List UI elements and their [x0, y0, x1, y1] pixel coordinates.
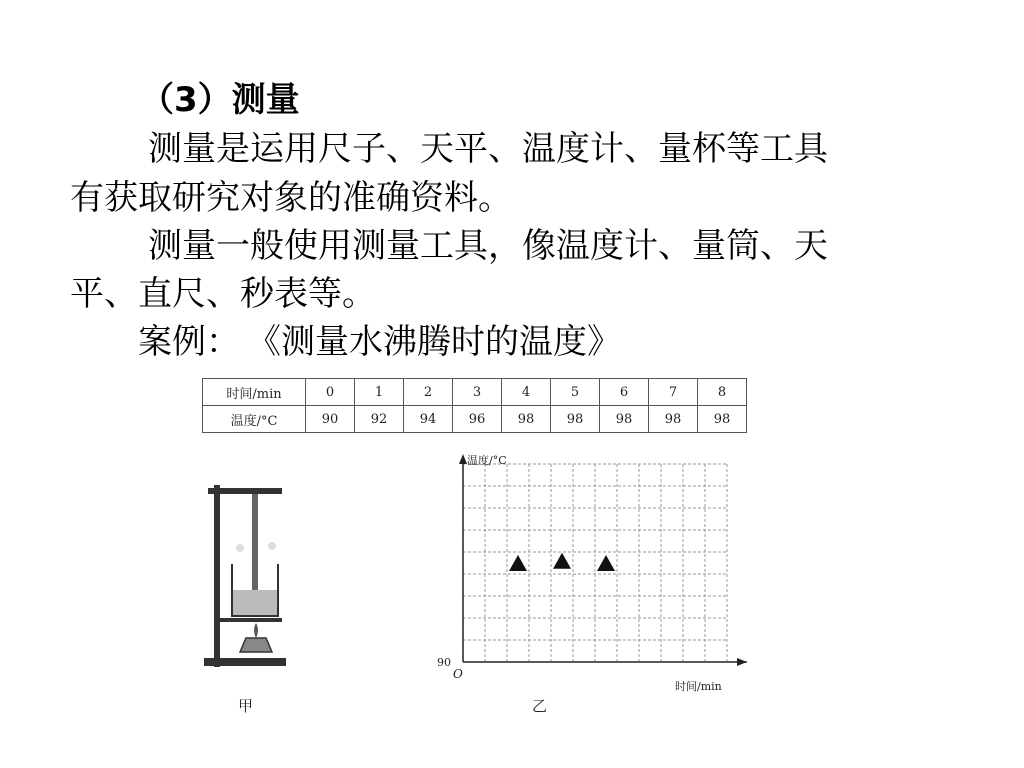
- table-row-time: [203, 379, 747, 406]
- table-cell: 4: [502, 379, 551, 406]
- apparatus-caption: 甲: [238, 697, 254, 715]
- burner-icon: [240, 638, 272, 652]
- beaker-water: [233, 590, 277, 615]
- table-cell: 90: [306, 406, 355, 433]
- x-axis-arrow-icon: [737, 658, 747, 666]
- table-cell: 3: [453, 379, 502, 406]
- case-title: 《测量水沸腾时的温度》: [264, 322, 621, 362]
- table-header-temp: 温度/°C: [203, 406, 306, 433]
- stand-top-arm: [208, 488, 282, 494]
- table-cell: 98: [502, 406, 551, 433]
- steam-bubble: [268, 542, 276, 550]
- para2-line1: 测量一般使用测量工具，像温度计、量筒、天: [148, 226, 828, 266]
- table-cell: 98: [600, 406, 649, 433]
- para2-line2: 平、直尺、秒表等。: [70, 274, 376, 314]
- slide-heading: [140, 78, 300, 122]
- stand-base: [204, 658, 286, 666]
- para1-line1: 测量是运用尺子、天平、温度计、量杯等工具: [148, 129, 828, 169]
- table-cell: 98: [649, 406, 698, 433]
- y-start-label: 90: [437, 656, 451, 669]
- data-point-triangle: [597, 555, 615, 571]
- table-cell: 96: [453, 406, 502, 433]
- stand-ring: [214, 618, 282, 622]
- x-axis-label: 时间/min: [675, 680, 722, 693]
- table-cell: 7: [649, 379, 698, 406]
- data-point-triangle: [553, 553, 571, 569]
- table-cell: 92: [355, 406, 404, 433]
- table-cell: 5: [551, 379, 600, 406]
- table-cell: 6: [600, 379, 649, 406]
- y-axis-arrow-icon: [459, 454, 467, 464]
- heading-text: （3）测量: [140, 80, 300, 120]
- table-row-temp: [203, 406, 747, 433]
- steam-bubble: [236, 544, 244, 552]
- table-cell: 98: [551, 406, 600, 433]
- data-point-triangle: [509, 555, 527, 571]
- table-cell: 2: [404, 379, 453, 406]
- y-axis-label: 温度/°C: [467, 454, 507, 467]
- table-cell: 0: [306, 379, 355, 406]
- para1-line2: 有获取研究对象的准确资料。: [70, 178, 512, 218]
- stand-pole: [214, 485, 220, 667]
- graph-caption: 乙: [532, 697, 548, 715]
- table-cell: 1: [355, 379, 404, 406]
- table-cell: 8: [698, 379, 747, 406]
- apparatus-illustration: [200, 480, 290, 670]
- flame-icon: [254, 623, 258, 638]
- thermometer: [252, 494, 258, 604]
- case-line: [138, 320, 621, 364]
- table-header-time: 时间/min: [203, 379, 306, 406]
- origin-label: O: [453, 667, 463, 681]
- table-cell: 94: [404, 406, 453, 433]
- data-table: [202, 378, 747, 433]
- table-cell: 98: [698, 406, 747, 433]
- case-label: 案例：: [138, 322, 240, 362]
- temperature-graph: [430, 450, 760, 700]
